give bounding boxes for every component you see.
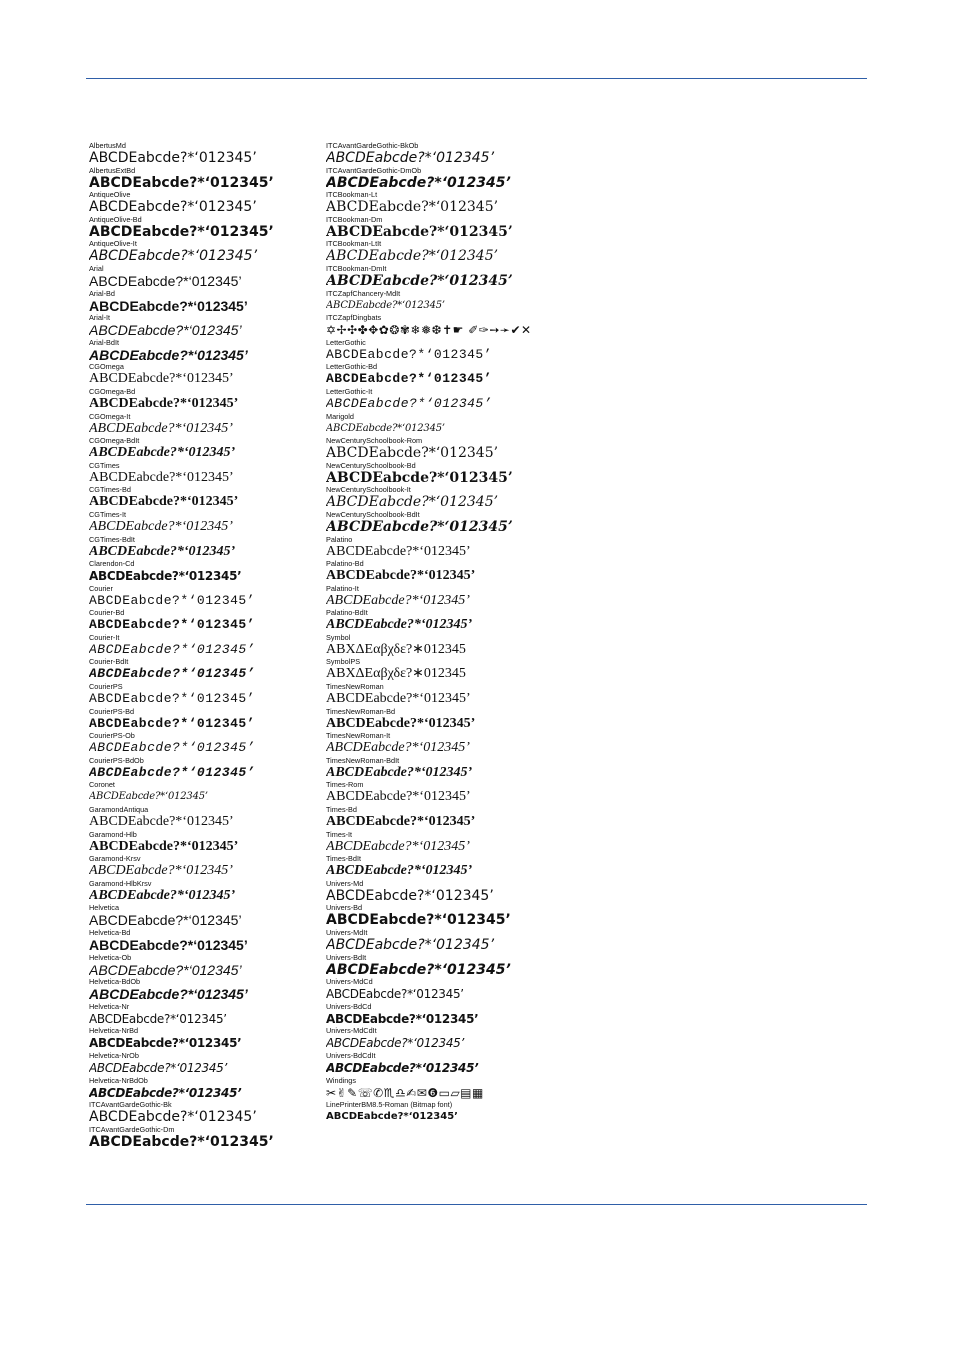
font-sample-entry bbox=[89, 658, 304, 683]
font-name-label: Univers-MdCdIt bbox=[326, 1027, 377, 1036]
font-sample-entry bbox=[89, 536, 304, 561]
font-sample-text: ABCDEabcde?*‘012345’ bbox=[326, 1011, 479, 1026]
font-sample-text: ABCDEabcde?*‘012345’ bbox=[326, 371, 493, 387]
font-sample-text: ABCDEabcde?*‘012345’ bbox=[326, 887, 494, 904]
font-sample-text: ABCDEabcde?*‘012345’ bbox=[326, 592, 470, 608]
font-sample-text: ABCDEabcde?*‘012345’ bbox=[326, 150, 495, 166]
font-name-label: AntiqueOlive-Bd bbox=[89, 215, 142, 224]
font-name-label: Helvetica-NrOb bbox=[89, 1051, 139, 1060]
font-name-label: CGTimes-Bd bbox=[89, 486, 131, 495]
font-name-label: Univers-BdCd bbox=[326, 1002, 372, 1011]
font-sample-entry bbox=[89, 1101, 304, 1126]
font-sample-entry bbox=[326, 757, 586, 782]
font-sample-text: ABCDEabcde?*‘012345’ bbox=[326, 174, 511, 191]
font-name-label: Coronet bbox=[89, 781, 115, 790]
font-list-right-column bbox=[326, 142, 586, 1126]
font-name-label: TimesNewRoman bbox=[326, 683, 384, 692]
font-name-label: SymbolPS bbox=[326, 658, 361, 667]
font-sample-entry bbox=[89, 757, 304, 782]
font-sample-text: ABCDEabcde?*‘012345’ bbox=[89, 814, 234, 830]
font-sample-text: ABCDEabcde?*‘012345’ bbox=[89, 641, 256, 657]
font-sample-text: ABCDEabcde?*‘012345’ bbox=[89, 543, 236, 559]
font-name-label: Garamond-Krsv bbox=[89, 855, 141, 864]
font-sample-entry bbox=[89, 1077, 304, 1102]
font-name-label: Courier-It bbox=[89, 633, 120, 642]
font-sample-text: ABCDEabcde?*‘012345’ bbox=[89, 986, 248, 1003]
font-name-label: AlbertusExtBd bbox=[89, 166, 136, 175]
font-sample-entry bbox=[89, 290, 304, 315]
font-name-label: TimesNewRoman-Bd bbox=[326, 707, 396, 716]
font-sample-entry bbox=[326, 265, 586, 290]
font-sample-entry bbox=[89, 929, 304, 954]
font-name-label: Times-It bbox=[326, 830, 353, 839]
font-sample-text: ABCDEabcde?*‘012345’ bbox=[89, 322, 242, 339]
font-sample-entry bbox=[89, 585, 304, 610]
font-sample-entry bbox=[326, 831, 586, 856]
font-sample-text: ABCDEabcde?*‘012345’ bbox=[89, 569, 242, 584]
font-name-label: Marigold bbox=[326, 412, 354, 421]
font-sample-entry bbox=[326, 191, 586, 216]
font-name-label: CGOmega-It bbox=[89, 412, 131, 421]
font-name-label: ITCAvantGardeGothic-DmOb bbox=[326, 166, 422, 175]
font-name-label: Arial bbox=[89, 264, 104, 273]
font-name-label: NewCenturySchoolbook-Rom bbox=[326, 437, 423, 446]
font-name-label: TimesNewRoman-It bbox=[326, 732, 391, 741]
font-sample-text: ABCDEabcde?*‘012345’ bbox=[326, 764, 473, 780]
font-sample-text: ABCDEabcde?*‘012345’ bbox=[89, 272, 242, 289]
font-sample-entry bbox=[89, 732, 304, 757]
font-sample-entry bbox=[326, 167, 586, 192]
font-sample-text: ABCDEabcde?*‘012345’ bbox=[89, 248, 258, 265]
font-name-label: Courier-Bd bbox=[89, 609, 125, 618]
font-name-label: Times-BdIt bbox=[326, 855, 362, 864]
font-name-label: Courier-BdIt bbox=[89, 658, 129, 667]
font-name-label: ITCAvantGardeGothic-Bk bbox=[89, 1101, 172, 1110]
font-sample-text: ABCDEabcde?*‘012345’ bbox=[89, 1085, 242, 1100]
font-sample-text: ABCDEabcde?*‘012345’ bbox=[326, 1060, 479, 1075]
font-sample-text: ABCDEabcde?*‘012345’ bbox=[89, 791, 208, 803]
font-name-label: AntiqueOlive bbox=[89, 191, 131, 200]
font-sample-text: ABCDEabcde?*‘012345’ bbox=[89, 174, 274, 191]
font-sample-entry bbox=[326, 1052, 586, 1077]
font-sample-entry bbox=[326, 1077, 586, 1102]
font-sample-text: ΑΒΧΔΕαβχδε?∗012345 bbox=[326, 641, 466, 657]
font-sample-entry bbox=[89, 462, 304, 487]
font-sample-text: ABCDEabcde?*‘012345’ bbox=[89, 912, 242, 929]
font-sample-entry bbox=[326, 339, 586, 364]
font-sample-text: ABCDEabcde?*‘012345’ bbox=[89, 1011, 227, 1026]
font-sample-entry bbox=[89, 437, 304, 462]
font-sample-entry bbox=[89, 806, 304, 831]
font-sample-text: ABCDEabcde?*‘012345’ bbox=[89, 838, 239, 854]
font-sample-entry bbox=[326, 904, 586, 929]
font-sample-text: ABCDEabcde?*‘012345’ bbox=[89, 592, 256, 608]
font-name-label: Garamond-Hlb bbox=[89, 830, 137, 839]
font-sample-text: ABCDEabcde?*‘012345’ bbox=[326, 987, 464, 1002]
font-sample-entry bbox=[326, 781, 586, 806]
font-sample-entry bbox=[326, 954, 586, 979]
font-sample-entry bbox=[89, 363, 304, 388]
font-name-label: CourierPS bbox=[89, 683, 123, 692]
font-name-label: TimesNewRoman-BdIt bbox=[326, 756, 400, 765]
font-sample-entry bbox=[326, 240, 586, 265]
font-sample-entry bbox=[326, 708, 586, 733]
font-sample-text: ABCDEabcde?*‘012345’ bbox=[89, 666, 256, 682]
font-sample-entry bbox=[89, 1003, 304, 1028]
font-name-label: ITCZapfDingbats bbox=[326, 314, 382, 323]
font-sample-entry bbox=[89, 216, 304, 241]
font-name-label: Palatino-BdIt bbox=[326, 609, 368, 618]
font-sample-text: ABCDEabcde?*‘012345’ bbox=[326, 494, 499, 511]
font-sample-entry bbox=[326, 290, 586, 315]
font-sample-text: ABCDEabcde?*‘012345’ bbox=[326, 445, 499, 462]
font-name-label: ITCZapfChancery-MdIt bbox=[326, 289, 401, 298]
font-sample-entry bbox=[89, 978, 304, 1003]
font-sample-text: ABCDEabcde?*‘012345’ bbox=[89, 395, 239, 411]
font-sample-entry bbox=[326, 216, 586, 241]
font-sample-entry bbox=[326, 511, 586, 536]
font-name-label: ITCAvantGardeGothic-Dm bbox=[89, 1125, 175, 1134]
font-sample-entry bbox=[326, 413, 586, 438]
font-name-label: AntiqueOlive-It bbox=[89, 240, 137, 249]
font-name-label: Palatino-It bbox=[326, 584, 359, 593]
font-sample-text: ABCDEabcde?*‘012345’ bbox=[89, 764, 256, 780]
font-sample-entry bbox=[89, 1052, 304, 1077]
font-sample-entry bbox=[326, 314, 586, 339]
font-sample-entry bbox=[89, 683, 304, 708]
font-sample-text: ABCDEabcde?*‘012345’ bbox=[89, 297, 248, 314]
font-sample-entry bbox=[326, 880, 586, 905]
font-name-label: CGOmega bbox=[89, 363, 124, 372]
header-rule bbox=[86, 78, 867, 79]
font-name-label: LetterGothic bbox=[326, 338, 366, 347]
font-name-label: Univers-Bd bbox=[326, 904, 363, 913]
font-sample-text: ABCDEabcde?*‘012345’ bbox=[326, 223, 513, 240]
font-name-label: ITCBookman-Lt bbox=[326, 191, 378, 200]
font-sample-entry bbox=[89, 413, 304, 438]
font-sample-entry bbox=[89, 486, 304, 511]
font-sample-entry bbox=[89, 954, 304, 979]
font-name-label: CourierPS-Bd bbox=[89, 707, 135, 716]
font-sample-text: ABCDEabcde?*‘012345’ bbox=[89, 863, 233, 879]
font-sample-text: ABCDEabcde?*‘012345’ bbox=[326, 912, 511, 929]
font-sample-entry bbox=[89, 388, 304, 413]
font-name-label: Helvetica-BdOb bbox=[89, 978, 141, 987]
font-name-label: Arial-Bd bbox=[89, 289, 115, 298]
font-name-label: LetterGothic-It bbox=[326, 387, 373, 396]
font-sample-text: ABCDEabcde?*‘012345’ bbox=[326, 272, 513, 289]
font-sample-text: ABCDEabcde?*‘012345’ bbox=[326, 814, 476, 830]
font-sample-text: ABCDEabcde?*‘012345’ bbox=[326, 1036, 465, 1051]
font-sample-text: ABCDEabcde?*‘012345’ bbox=[89, 715, 256, 731]
font-name-label: Courier bbox=[89, 584, 113, 593]
font-sample-text: ✡✢✣✤✥✿❂✾❄❅❆✝☛ ✐✑➙➛✔✕ bbox=[326, 323, 532, 338]
font-sample-entry bbox=[89, 855, 304, 880]
font-name-label: Helvetica-Ob bbox=[89, 953, 132, 962]
font-sample-text: ABCDEabcde?*‘012345’ bbox=[326, 617, 473, 633]
font-sample-text: ABCDEabcde?*‘012345’ bbox=[326, 715, 476, 731]
font-sample-text: ABCDEabcde?*‘012345’ bbox=[326, 789, 471, 805]
font-name-label: CGTimes-It bbox=[89, 510, 127, 519]
font-sample-entry bbox=[89, 831, 304, 856]
font-sample-entry bbox=[326, 363, 586, 388]
font-name-label: NewCenturySchoolbook-Bd bbox=[326, 461, 416, 470]
font-sample-entry bbox=[89, 1027, 304, 1052]
font-name-label: Univers-MdIt bbox=[326, 929, 368, 937]
font-sample-entry bbox=[326, 806, 586, 831]
font-name-label: ITCBookman-LtIt bbox=[326, 240, 382, 249]
font-name-label: NewCenturySchoolbook-BdIt bbox=[326, 510, 420, 519]
font-sample-text: ABCDEabcde?*‘012345’ bbox=[326, 518, 513, 535]
font-sample-entry bbox=[326, 536, 586, 561]
font-sample-entry bbox=[89, 511, 304, 536]
font-name-label: CGTimes bbox=[89, 461, 120, 470]
font-sample-entry bbox=[89, 265, 304, 290]
font-sample-text: ABCDEabcde?*‘012345’ bbox=[326, 395, 493, 411]
font-name-label: Garamond-HlbKrsv bbox=[89, 879, 152, 888]
font-sample-entry bbox=[326, 462, 586, 487]
font-sample-text: ABCDEabcde?*‘012345’ bbox=[89, 1060, 228, 1075]
font-name-label: Helvetica bbox=[89, 904, 120, 913]
font-sample-text: ABCDEabcde?*‘012345’ bbox=[89, 887, 236, 903]
font-sample-text: ABCDEabcde?*‘012345’ bbox=[89, 371, 234, 387]
font-sample-entry bbox=[326, 388, 586, 413]
font-sample-text: ✂✌✎☏✆♏♎✍✉❻▭▱▤▦ bbox=[326, 1085, 484, 1100]
font-sample-entry bbox=[326, 437, 586, 462]
font-sample-entry bbox=[89, 167, 304, 192]
font-sample-entry bbox=[326, 142, 586, 167]
font-sample-entry bbox=[89, 560, 304, 585]
font-sample-text: ABCDEabcde?*‘012345’ bbox=[326, 937, 495, 953]
font-sample-entry bbox=[89, 904, 304, 929]
font-sample-entry bbox=[89, 191, 304, 216]
font-sample-entry bbox=[326, 1101, 586, 1126]
font-sample-text: ABCDEabcde?*‘012345’ bbox=[326, 543, 471, 559]
font-sample-entry bbox=[89, 781, 304, 806]
font-name-label: Clarendon-Cd bbox=[89, 560, 135, 569]
font-sample-entry bbox=[89, 142, 304, 167]
font-list-left-column bbox=[89, 142, 304, 1150]
font-sample-text: ABCDEabcde?*‘012345’ bbox=[89, 420, 233, 436]
font-sample-entry bbox=[326, 585, 586, 610]
font-name-label: Times-Rom bbox=[326, 781, 364, 790]
font-sample-entry bbox=[89, 708, 304, 733]
font-sample-text: ABCDEabcde?*‘012345’ bbox=[89, 961, 242, 978]
font-sample-text: ABCDEabcde?*‘012345’ bbox=[89, 199, 257, 216]
font-sample-text: ABCDEabcde?*‘012345’ bbox=[326, 1111, 458, 1123]
font-name-label: ITCBookman-Dm bbox=[326, 215, 383, 224]
font-sample-text: ABCDEabcde?*‘012345’ bbox=[89, 740, 256, 756]
font-name-label: Times-Bd bbox=[326, 806, 357, 815]
font-sample-text: ABCDEabcde?*‘012345’ bbox=[89, 150, 257, 166]
font-sample-entry bbox=[89, 240, 304, 265]
font-sample-text: ABCDEabcde?*‘012345’ bbox=[326, 248, 499, 265]
font-name-label: Arial-It bbox=[89, 314, 111, 323]
font-name-label: Arial-BdIt bbox=[89, 338, 120, 347]
font-name-label: NewCenturySchoolbook-It bbox=[326, 486, 411, 495]
font-sample-entry bbox=[326, 609, 586, 634]
font-name-label: ITCAvantGardeGothic-BkOb bbox=[326, 142, 419, 150]
font-sample-text: ABCDEabcde?*‘012345’ bbox=[326, 199, 499, 216]
font-name-label: Univers-Md bbox=[326, 879, 364, 888]
font-sample-text: ABCDEabcde?*‘012345’ bbox=[326, 299, 445, 311]
font-name-label: CGOmega-BdIt bbox=[89, 437, 140, 446]
font-name-label: Symbol bbox=[326, 633, 351, 642]
font-name-label: CourierPS-Ob bbox=[89, 732, 135, 741]
font-name-label: CGTimes-BdIt bbox=[89, 535, 135, 544]
font-name-label: AlbertusMd bbox=[89, 142, 126, 150]
font-sample-entry bbox=[326, 1003, 586, 1028]
font-sample-text: ABCDEabcde?*‘012345’ bbox=[89, 1109, 257, 1126]
font-sample-entry bbox=[326, 486, 586, 511]
font-sample-text: ABCDEabcde?*‘012345’ bbox=[89, 494, 239, 510]
font-sample-entry bbox=[89, 1126, 304, 1151]
font-name-label: GaramondAntiqua bbox=[89, 806, 149, 815]
font-name-label: CourierPS-BdOb bbox=[89, 756, 144, 765]
font-sample-entry bbox=[326, 658, 586, 683]
font-name-label: Helvetica-NrBdOb bbox=[89, 1076, 148, 1085]
font-sample-entry bbox=[326, 978, 586, 1003]
font-sample-entry bbox=[89, 339, 304, 364]
font-sample-entry bbox=[326, 732, 586, 757]
font-sample-text: ABCDEabcde?*‘012345’ bbox=[89, 937, 248, 953]
font-sample-entry bbox=[326, 683, 586, 708]
font-sample-entry bbox=[89, 609, 304, 634]
font-sample-text: ABCDEabcde?*‘012345’ bbox=[326, 346, 493, 362]
font-sample-entry bbox=[89, 880, 304, 905]
font-name-label: LinePrinterBM8.5-Roman (Bitmap font) bbox=[326, 1101, 453, 1110]
font-name-label: Palatino bbox=[326, 535, 353, 544]
font-name-label: Univers-BdIt bbox=[326, 953, 367, 962]
font-sample-text: ABCDEabcde?*‘012345’ bbox=[89, 1036, 242, 1051]
font-name-label: Helvetica-Bd bbox=[89, 929, 131, 937]
font-name-label: Palatino-Bd bbox=[326, 560, 364, 569]
font-sample-text: ABCDEabcde?*‘012345’ bbox=[89, 346, 248, 363]
font-sample-entry bbox=[326, 855, 586, 880]
font-sample-text: ABCDEabcde?*‘012345’ bbox=[326, 568, 476, 584]
font-sample-text: ABCDEabcde?*‘012345’ bbox=[326, 740, 470, 756]
font-sample-text: ABCDEabcde?*‘012345’ bbox=[89, 223, 274, 240]
font-sample-text: ABCDEabcde?*‘012345’ bbox=[89, 617, 256, 633]
font-sample-text: ABCDEabcde?*‘012345’ bbox=[89, 518, 233, 534]
font-sample-entry bbox=[89, 634, 304, 659]
font-sample-text: ABCDEabcde?*‘012345’ bbox=[89, 691, 256, 707]
font-sample-text: ABCDEabcde?*‘012345’ bbox=[89, 469, 234, 485]
font-sample-text: ABCDEabcde?*‘012345’ bbox=[326, 838, 470, 854]
font-name-label: Windings bbox=[326, 1076, 357, 1085]
font-sample-entry bbox=[326, 634, 586, 659]
font-name-label: Univers-BdCdIt bbox=[326, 1051, 376, 1060]
font-sample-entry bbox=[89, 314, 304, 339]
font-name-label: CGOmega-Bd bbox=[89, 387, 136, 396]
font-sample-text: ABCDEabcde?*‘012345’ bbox=[326, 469, 513, 486]
font-name-label: Helvetica-NrBd bbox=[89, 1027, 139, 1036]
font-name-label: Univers-MdCd bbox=[326, 978, 373, 987]
font-name-label: Helvetica-Nr bbox=[89, 1002, 130, 1011]
font-sample-text: ABCDEabcde?*‘012345’ bbox=[89, 1133, 274, 1150]
font-name-label: LetterGothic-Bd bbox=[326, 363, 378, 372]
font-sample-text: ABCDEabcde?*‘012345’ bbox=[326, 691, 471, 707]
font-sample-text: ABCDEabcde?*‘012345’ bbox=[326, 961, 511, 978]
font-name-label: ITCBookman-DmIt bbox=[326, 264, 387, 273]
font-sample-text: ABCDEabcde?*‘012345’ bbox=[326, 863, 473, 879]
font-sample-entry bbox=[326, 1027, 586, 1052]
font-sample-entry bbox=[326, 560, 586, 585]
footer-rule bbox=[86, 1204, 867, 1205]
font-sample-text: ΑΒΧΔΕαβχδε?∗012345 bbox=[326, 666, 466, 682]
font-sample-text: ABCDEabcde?*‘012345’ bbox=[326, 422, 445, 434]
font-sample-entry bbox=[326, 929, 586, 954]
font-sample-text: ABCDEabcde?*‘012345’ bbox=[89, 445, 236, 461]
